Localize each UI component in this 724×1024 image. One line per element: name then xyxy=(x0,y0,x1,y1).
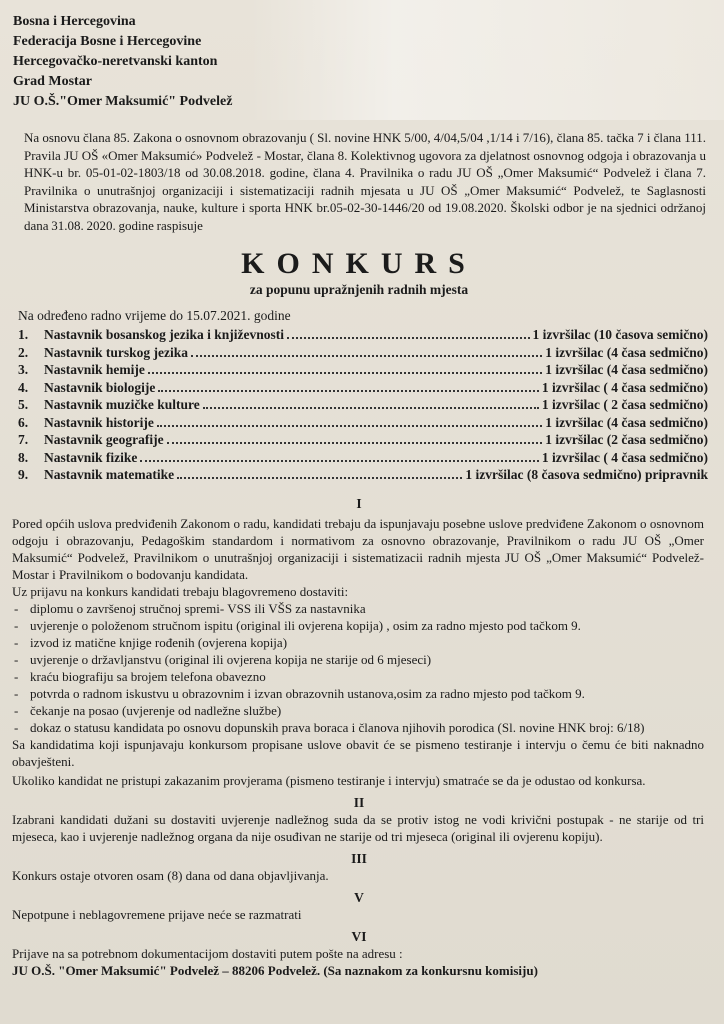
position-item xyxy=(18,414,708,432)
position-name: Nastavnik fizike xyxy=(44,449,138,465)
list-item: - čekanje na posao (uvjerenje od nadležne službe) xyxy=(12,702,704,719)
section-heading-2: II xyxy=(353,794,365,810)
position-item xyxy=(18,431,708,449)
section6-address: JU O.Š. "Omer Maksumić" Podvelež – 88206 Podvelež. (Sa naznakom za konkursnu komisiju) xyxy=(12,962,538,978)
leader-dots xyxy=(287,337,529,339)
leader-dots xyxy=(177,477,462,479)
legal-basis-paragraph: Na osnovu člana 85. Zakona o osnovnom obrazovanju ( Sl. novine HNK 5/00, 4/04,5/04 ,1/14 i 7/16), člana 85. tačka 7 i člana 111. Pravila JU OŠ «Omer Maksumić» Podvelež - Mostar, člana 8. Kolektivnog ugovora za djelatnost osnovnog odgoja i obrazovanja u HNK-u br. 05-01-02-1803/18 od 30.08.2018. godine, člana 4. Pravilnika o radu JU OŠ „Omer Maksumić“ Podvelež i člana 7. Pravilnika o unutrašnjoj organizaciji i sistematizaciji radnih mjesata u JU OŠ „Omer Maksumić“ Podvelež, te Saglasnosti Ministarstva obrazovanja, nauke, kulture i sporta HNK br.05-02-30-1446/20 od 19.08.2020. Školski odbor je na sjednici održanoj dana 31.08. 2020. godine raspisuje xyxy=(24,130,706,233)
section1-paragraph: Pored općih uslova predviđenih Zakonom o radu, kandidati trebaju da ispunjavaju posebne uslove predviđene Zakonom o osnovnom odgoju i obrazovanju, Pedagoškim standardom i normativom za osnovno obrazovanje, Pravilnikom o radu JU OŠ „Omer Maksumić“ Podvelež, Pravilnikom o unutrašnjoj organizaciji i sistematizacii radnih mjesta JU OŠ „Omer Maksumić“ Podvelež- Mostar i Pravilnikom o bodovanju kandidata. xyxy=(12,515,704,582)
section2-paragraph: Izabrani kandidati dužani su dostaviti uvjerenje nadležnog suda da se protiv istog ne vodi krivični postupak - ne starije od tri mjeseca, kao i uvjerenje nadležnog organa da nije osuđivan ne starije od tri mjeseca (original ili ovjerenu kopiju). xyxy=(12,811,704,844)
deadline-text: Na određeno radno vrijeme do 15.07.2021. godine xyxy=(18,308,291,323)
list-item: - uvjerenje o položenom stručnom ispitu (original ili ovjerena kopija) , osim za radno mjesto pod tačkom 9. xyxy=(12,617,704,634)
position-value: 1 izvršilac (4 časa sedmično) xyxy=(545,414,708,430)
position-value: 1 izvršilac (2 časa sedmično) xyxy=(545,432,708,447)
list-item: - izvod iz matične knjige rođenih (ovjerena kopija) xyxy=(12,634,704,651)
position-name: Nastavnik hemije xyxy=(44,362,145,377)
list-item: - potvrda o radnom iskustvu u obrazovnim i izvan obrazovnih ustanova,osim za radno mjesto pod tačkom 9. xyxy=(12,685,704,702)
leader-dots xyxy=(167,442,543,444)
position-name: Nastavnik biologije xyxy=(44,379,156,395)
position-number: 7. xyxy=(18,432,29,447)
leader-dots xyxy=(158,390,539,392)
position-value: 1 izvršilac ( 4 časa sedmično) xyxy=(541,449,708,465)
position-value: 1 izvršilac (10 časova semično) xyxy=(532,327,708,342)
leader-dots xyxy=(157,425,542,427)
list-item: - dokaz o statusu kandidata po osnovu dopunskih prava boraca i članova njihovih porodica (Sl. novine HNK broj: 6/18) xyxy=(12,719,704,736)
section-heading-5: V xyxy=(354,889,364,905)
header-line: Bosna i Hercegovina xyxy=(13,14,136,29)
position-value: 1 izvršilac (4 časa sedmično) xyxy=(545,344,708,360)
leader-dots xyxy=(148,372,542,374)
position-number: 9. xyxy=(18,467,29,482)
section1-list-intro: Uz prijavu na konkurs kandidati trebaju blagovremeno dostaviti: xyxy=(12,583,349,599)
section-heading-1: I xyxy=(356,495,362,511)
position-item xyxy=(18,344,708,362)
position-item xyxy=(18,361,708,379)
section-heading-3: III xyxy=(351,850,367,866)
position-name: Nastavnik geografije xyxy=(44,432,164,447)
section-heading-6: VI xyxy=(351,928,367,944)
leader-dots xyxy=(203,407,539,409)
list-item: - diplomu o završenoj stručnoj spremi- VSS ili VŠS za nastavnika xyxy=(12,600,704,617)
section1-after-list: Sa kandidatima koji ispunjavaju konkursom propisane uslove obavit će se pismeno testiranje i intervju o čemu će biti naknadno obavješteni. xyxy=(12,736,704,769)
position-item xyxy=(18,466,708,484)
document-subtitle: za popunu upražnjenih radnih mjesta xyxy=(249,282,469,297)
section5-paragraph: Nepotpune i neblagovremene prijave neće se razmatrati xyxy=(12,906,302,922)
position-number: 2. xyxy=(18,344,29,360)
position-value: 1 izvršilac (8 časova sedmično) pripravnik xyxy=(465,467,708,482)
position-name: Nastavnik turskog jezika xyxy=(44,344,189,360)
leader-dots xyxy=(140,460,539,462)
header-line: Hercegovačko-neretvanski kanton xyxy=(13,54,218,69)
position-item xyxy=(18,449,708,467)
position-name: Nastavnik historije xyxy=(44,414,154,430)
position-item xyxy=(18,379,708,397)
position-number: 8. xyxy=(18,449,29,465)
position-name: Nastavnik bosanskog jezika i književnosti xyxy=(44,327,285,342)
document-title: KONKURS xyxy=(241,247,477,280)
position-number: 4. xyxy=(18,379,29,395)
position-value: 1 izvršilac ( 2 časa sedmično) xyxy=(541,397,708,412)
position-number: 5. xyxy=(18,397,29,412)
leader-dots xyxy=(191,355,542,357)
list-item: - uvjerenje o državljanstvu (original ili ovjerena kopija ne starije od 6 mjeseci) xyxy=(12,651,704,668)
position-number: 3. xyxy=(18,362,29,377)
position-number: 1. xyxy=(18,327,29,342)
list-item: - kraću biografiju sa brojem telefona obavezno xyxy=(12,668,704,685)
documents-list xyxy=(12,600,704,736)
position-number: 6. xyxy=(18,414,29,430)
section1-note: Ukoliko kandidat ne pristupi zakazanim provjerama (pismeno testiranje i intervju) smatraće se da je odustao od konkursa. xyxy=(12,772,646,788)
position-name: Nastavnik matematike xyxy=(44,467,175,482)
position-value: 1 izvršilac (4 časa sedmično) xyxy=(545,362,708,377)
header-line: JU O.Š."Omer Maksumić" Podvelež xyxy=(13,94,233,109)
position-item xyxy=(18,326,708,344)
institution-header xyxy=(8,12,710,112)
positions-list xyxy=(18,326,708,484)
section3-paragraph: Konkurs ostaje otvoren osam (8) dana od dana objavljivanja. xyxy=(12,867,329,883)
section6-paragraph: Prijave na sa potrebnom dokumentacijom dostaviti putem pošte na adresu : xyxy=(12,945,403,961)
header-line: Grad Mostar xyxy=(13,74,92,89)
position-item xyxy=(18,396,708,414)
position-name: Nastavnik muzičke kulture xyxy=(44,397,200,412)
header-line: Federacija Bosne i Hercegovine xyxy=(13,34,202,49)
position-value: 1 izvršilac ( 4 časa sedmično) xyxy=(541,379,708,395)
